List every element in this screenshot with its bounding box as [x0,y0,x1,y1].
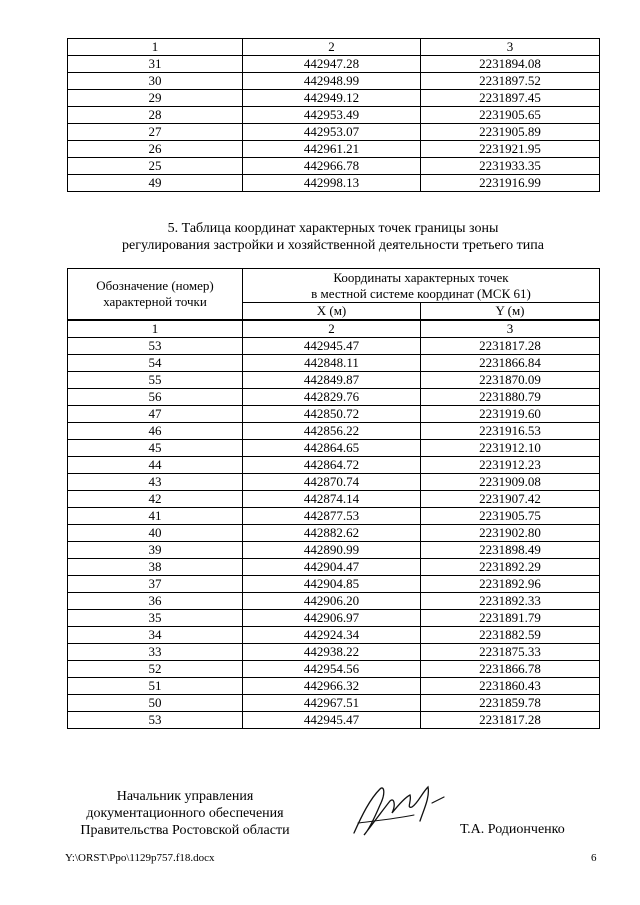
file-path: Y:\ORST\Ppo\1129p757.f18.docx [65,852,215,864]
point-number: 52 [68,661,243,678]
table-row [68,491,600,508]
x-coordinate: 442864.65 [243,440,421,457]
x-coordinate: 442961.21 [243,141,421,158]
point-number: 56 [68,389,243,406]
table-row [68,389,600,406]
table-row [68,661,600,678]
x-coordinate: 442877.53 [243,508,421,525]
y-coordinate: 2231912.10 [421,440,600,457]
y-coordinate: 2231866.84 [421,355,600,372]
x-coordinate: 442904.85 [243,576,421,593]
point-number: 36 [68,593,243,610]
x-coordinate: 442906.20 [243,593,421,610]
column-number-row [68,320,600,338]
table-row [68,355,600,372]
y-coordinate: 2231817.28 [421,712,600,729]
table-row [68,542,600,559]
point-number: 26 [68,141,243,158]
point-number: 55 [68,372,243,389]
column-number: 1 [68,320,243,338]
x-coordinate: 442967.51 [243,695,421,712]
y-coordinate: 2231891.79 [421,610,600,627]
point-number: 29 [68,90,243,107]
point-number: 37 [68,576,243,593]
y-coordinate: 2231860.43 [421,678,600,695]
x-coordinate: 442949.12 [243,90,421,107]
y-coordinate: 2231905.75 [421,508,600,525]
table-row [68,627,600,644]
x-coordinate: 442953.07 [243,124,421,141]
y-coordinate: 2231907.42 [421,491,600,508]
table-row [68,695,600,712]
position-line1: Начальник управления [116,789,254,804]
y-coordinate: 2231933.35 [421,158,600,175]
handwritten-signature [340,775,460,845]
table-row [68,406,600,423]
column-number: 2 [243,320,421,338]
table-row [68,678,600,695]
y-coordinate: 2231859.78 [421,695,600,712]
section-title-line1: 5. Таблица координат характерных точек границы зоны [167,221,499,236]
x-coordinate: 442904.47 [243,559,421,576]
y-coordinate: 2231894.08 [421,56,600,73]
column-number: 2 [243,39,421,56]
x-coordinate: 442850.72 [243,406,421,423]
point-designation-header [68,269,243,321]
signatory-position [70,788,300,839]
point-number: 53 [68,712,243,729]
page-number: 6 [591,852,597,864]
point-number: 39 [68,542,243,559]
x-coordinate: 442870.74 [243,474,421,491]
table-row [68,423,600,440]
table-row [68,175,600,192]
point-number: 30 [68,73,243,90]
point-number: 40 [68,525,243,542]
x-coordinate: 442945.47 [243,712,421,729]
table-row [68,508,600,525]
point-number: 45 [68,440,243,457]
x-coordinate: 442924.34 [243,627,421,644]
coordinates-table-continued [67,38,600,192]
table-row [68,474,600,491]
x-coordinate: 442945.47 [243,338,421,355]
section-title [60,220,606,254]
x-coordinate: 442966.78 [243,158,421,175]
table-row [68,457,600,474]
x-coordinate: 442954.56 [243,661,421,678]
x-coordinate: 442890.99 [243,542,421,559]
point-number: 28 [68,107,243,124]
table-row [68,90,600,107]
column-number-row [68,39,600,56]
y-coordinate: 2231897.45 [421,90,600,107]
point-number: 42 [68,491,243,508]
column-number: 3 [421,39,600,56]
y-coordinate: 2231916.53 [421,423,600,440]
point-number: 46 [68,423,243,440]
point-number: 53 [68,338,243,355]
table-row [68,141,600,158]
y-coordinate: 2231897.52 [421,73,600,90]
x-coordinate: 442998.13 [243,175,421,192]
y-coordinate: 2231892.33 [421,593,600,610]
point-number: 31 [68,56,243,73]
x-coordinate: 442848.11 [243,355,421,372]
y-coordinate: 2231892.96 [421,576,600,593]
x-coordinate: 442953.49 [243,107,421,124]
x-coordinate: 442882.62 [243,525,421,542]
point-number: 49 [68,175,243,192]
position-line3: Правительства Ростовской области [80,823,290,838]
table-row [68,73,600,90]
column-number: 3 [421,320,600,338]
y-coordinate: 2231921.95 [421,141,600,158]
column-number: 1 [68,39,243,56]
signatory-name: Т.А. Родионченко [460,822,565,837]
coords-header-line1: Координаты характерных точек [333,269,509,285]
coordinates-header [243,269,600,303]
y-coordinate: 2231880.79 [421,389,600,406]
y-coordinate: 2231882.59 [421,627,600,644]
position-line2: документационного обеспечения [86,806,284,821]
x-coordinate: 442829.76 [243,389,421,406]
x-header: X (м) [243,303,421,321]
table-row [68,593,600,610]
y-coordinate: 2231866.78 [421,661,600,678]
coordinates-table [67,268,600,729]
point-number: 43 [68,474,243,491]
point-number: 50 [68,695,243,712]
table-row [68,158,600,175]
point-number: 25 [68,158,243,175]
x-coordinate: 442966.32 [243,678,421,695]
table-row [68,124,600,141]
point-number: 51 [68,678,243,695]
point-number: 47 [68,406,243,423]
header-row [68,269,600,303]
y-coordinate: 2231919.60 [421,406,600,423]
section-title-line2: регулирования застройки и хозяйственной деятельности третьего типа [122,238,544,253]
x-coordinate: 442849.87 [243,372,421,389]
table-row [68,644,600,661]
coords-header-line2: в местной системе координат (МСК 61) [311,285,531,301]
x-coordinate: 442948.99 [243,73,421,90]
y-coordinate: 2231898.49 [421,542,600,559]
y-header: Y (м) [421,303,600,321]
table-row [68,440,600,457]
table-row [68,372,600,389]
point-number: 35 [68,610,243,627]
y-coordinate: 2231912.23 [421,457,600,474]
y-coordinate: 2231870.09 [421,372,600,389]
x-coordinate: 442856.22 [243,423,421,440]
point-number: 41 [68,508,243,525]
y-coordinate: 2231875.33 [421,644,600,661]
x-coordinate: 442938.22 [243,644,421,661]
point-number: 38 [68,559,243,576]
x-coordinate: 442864.72 [243,457,421,474]
point-header-line1: Обозначение (номер) [96,278,214,293]
y-coordinate: 2231905.65 [421,107,600,124]
table-row [68,107,600,124]
table-row [68,559,600,576]
y-coordinate: 2231916.99 [421,175,600,192]
y-coordinate: 2231892.29 [421,559,600,576]
x-coordinate: 442874.14 [243,491,421,508]
y-coordinate: 2231902.80 [421,525,600,542]
table-row [68,610,600,627]
point-number: 34 [68,627,243,644]
y-coordinate: 2231817.28 [421,338,600,355]
table-row [68,712,600,729]
y-coordinate: 2231905.89 [421,124,600,141]
point-number: 33 [68,644,243,661]
x-coordinate: 442947.28 [243,56,421,73]
table-row [68,338,600,355]
x-coordinate: 442906.97 [243,610,421,627]
point-number: 44 [68,457,243,474]
point-number: 54 [68,355,243,372]
table-row [68,576,600,593]
table-row [68,525,600,542]
y-coordinate: 2231909.08 [421,474,600,491]
point-number: 27 [68,124,243,141]
table-row [68,56,600,73]
point-header-line2: характерной точки [103,294,207,309]
